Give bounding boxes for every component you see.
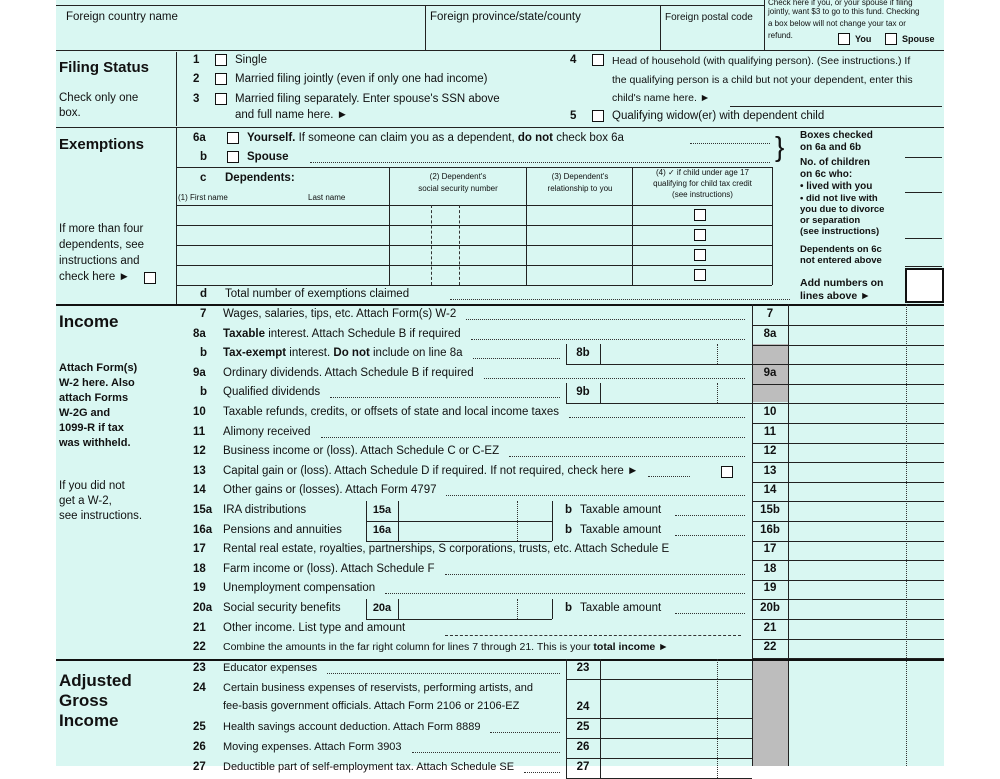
line-label: Farm income or (loss). Attach Schedule F [223, 563, 435, 575]
shaded-cell [753, 383, 788, 402]
small-box-label: 20a [372, 602, 392, 614]
entry-line[interactable] [905, 266, 942, 267]
more-dependents-note: If more than four [59, 223, 144, 235]
line-number: 13 [193, 465, 206, 477]
amount-box-label: 8a [763, 328, 777, 340]
agi-title: Income [59, 711, 119, 730]
presidential-text: jointly, want $3 to go to this fund. Checking [768, 7, 920, 16]
child-tax-credit-checkbox[interactable] [694, 209, 706, 221]
exemptions-summary: Add numbers on [800, 277, 884, 289]
no-w2-note: get a W-2, [59, 495, 112, 507]
dependent-row[interactable] [176, 265, 772, 266]
presidential-text: Check here if you, or your spouse if filing [768, 0, 913, 7]
rule [398, 501, 399, 521]
shaded-cell [753, 659, 788, 766]
foreign-country-label: Foreign country name [66, 11, 178, 23]
amount-box-label: 14 [763, 484, 777, 496]
line-label: Taxable refunds, credits, or offsets of state and local income taxes [223, 406, 560, 418]
attach-note: Attach Form(s) [59, 362, 138, 374]
line-number: 22 [193, 641, 206, 653]
leader-dots [675, 515, 745, 516]
line-label: IRA distributions [223, 504, 307, 516]
leader-dots [471, 339, 745, 340]
dependent-row[interactable] [176, 245, 772, 246]
exemptions-summary: not entered above [800, 255, 882, 266]
amount-field[interactable] [788, 521, 944, 522]
line-label: Combine the amounts in the far right column for lines 7 through 21. This is your total income ► [223, 641, 669, 653]
amount-box-label: 10 [763, 406, 777, 418]
amount-box-label: 19 [763, 582, 777, 594]
rule [552, 599, 553, 619]
dependents-label: Dependents: [225, 172, 295, 184]
line-number: 27 [193, 761, 206, 773]
rule [566, 758, 567, 778]
rule [600, 383, 601, 403]
amount-field[interactable] [788, 541, 944, 542]
head-of-household-label-3: child's name here. ► [612, 92, 711, 104]
married-separately-checkbox[interactable] [215, 93, 227, 105]
line-label: Other gains or (losses). Attach Form 4797 [223, 484, 437, 496]
rule [366, 521, 367, 541]
rule [517, 521, 518, 541]
col1-header: (1) First name [178, 193, 228, 202]
rule [366, 599, 367, 619]
small-amount-field[interactable] [366, 521, 552, 522]
line-label: fee-basis government officials. Attach Form 2106 or 2106-EZ [223, 700, 520, 712]
line-number: 10 [193, 406, 206, 418]
head-of-household-checkbox[interactable] [592, 54, 604, 66]
line-number: 4 [570, 54, 577, 66]
line-label: Tax-exempt interest. Do not include on line 8a [223, 347, 463, 359]
leader-dots [569, 417, 745, 418]
col3-header-2: relationship to you [547, 184, 613, 193]
amount-field[interactable] [788, 599, 944, 600]
leader-dots [310, 162, 770, 163]
child-tax-credit-checkbox[interactable] [694, 229, 706, 241]
rule [566, 679, 567, 718]
line-number: 26 [193, 741, 206, 753]
rule [425, 5, 426, 50]
capital-gain-checkbox[interactable] [721, 466, 733, 478]
agi-title: Gross [59, 691, 109, 710]
amount-field[interactable] [788, 364, 944, 365]
line-number: 15a [193, 504, 213, 516]
rule [56, 659, 944, 661]
entry-line[interactable] [905, 238, 942, 239]
spouse-exemption-label: Spouse [247, 151, 289, 163]
rule [600, 718, 601, 738]
amount-box-label: 12 [763, 445, 777, 457]
line-label: Qualified dividends [223, 386, 321, 398]
col4-header-2: qualifying for child tax credit [653, 179, 752, 188]
attach-note: attach Forms [59, 392, 129, 404]
rule [717, 738, 718, 758]
line-number: 11 [193, 426, 206, 438]
rule [56, 50, 944, 51]
rule [600, 679, 601, 718]
amount-field[interactable] [788, 560, 944, 561]
exemptions-summary: on 6c who: [800, 169, 853, 180]
line-number: c [200, 172, 207, 184]
more-dependents-note: instructions and [59, 255, 140, 267]
col2-header-2: social security number [418, 184, 498, 193]
inner-amount-field[interactable] [566, 403, 752, 404]
leader-dots [675, 535, 745, 536]
amount-field[interactable] [566, 718, 752, 719]
amount-box-label: 17 [763, 543, 777, 555]
amount-field[interactable] [788, 501, 944, 502]
leader-dots [412, 752, 560, 753]
amount-field[interactable] [788, 423, 944, 424]
line-label: Alimony received [223, 426, 311, 438]
rule [56, 127, 944, 128]
rule [176, 128, 177, 304]
line-number: d [200, 288, 208, 300]
rule [566, 383, 567, 403]
rule [526, 167, 527, 285]
rule [517, 501, 518, 521]
line-number: 6a [193, 132, 206, 144]
line-label: Unemployment compensation [223, 582, 376, 594]
amount-field[interactable] [788, 325, 944, 326]
amount-field[interactable] [566, 758, 752, 759]
child-name-field[interactable] [730, 106, 942, 107]
dependent-row[interactable] [176, 285, 772, 286]
attach-note: W-2G and [59, 407, 111, 419]
more-dependents-checkbox[interactable] [144, 272, 156, 284]
line-number: b [200, 347, 208, 359]
presidential-text: refund. [768, 31, 793, 40]
exemptions-title: Exemptions [59, 136, 145, 153]
leader-dots [490, 732, 560, 733]
leader-dots [321, 437, 745, 438]
col1-lastname: Last name [308, 193, 346, 202]
amount-box-label: 9a [763, 367, 777, 379]
amount-field[interactable] [788, 462, 944, 463]
child-tax-credit-checkbox[interactable] [694, 249, 706, 261]
entry-line[interactable] [905, 157, 942, 158]
amount-field[interactable] [788, 639, 944, 640]
amount-box-label: 20b [760, 602, 780, 614]
filing-instruction: box. [59, 107, 81, 119]
married-separately-label: Married filing separately. Enter spouse's SSN above [235, 93, 500, 105]
exemptions-summary: • did not live with [800, 193, 878, 204]
inner-box-label: 26 [576, 741, 590, 753]
leader-dots [648, 476, 690, 477]
amount-box-label: 18 [763, 563, 777, 575]
amount-box-label: 15b [760, 504, 780, 516]
amount-box-label: 21 [763, 622, 777, 634]
yourself-checkbox[interactable] [227, 132, 239, 144]
filing-instruction: Check only one [59, 92, 139, 104]
line-number: 8a [193, 328, 206, 340]
rule [717, 718, 718, 738]
leader-dots [327, 673, 560, 674]
amount-box-label: 16b [760, 524, 780, 536]
line-number: 21 [193, 622, 206, 634]
presidential-text: a box below will not change your tax or [768, 19, 906, 28]
amount-box-label: 7 [766, 308, 774, 320]
rule [176, 52, 177, 126]
inner-box-label: 9b [576, 386, 590, 398]
line-label: Ordinary dividends. Attach Schedule B if required [223, 367, 474, 379]
attach-note: W-2 here. Also [59, 377, 135, 389]
inner-box-label: 23 [576, 662, 590, 674]
small-box-label: 16a [372, 524, 392, 536]
dependent-row[interactable] [176, 225, 772, 226]
leader-dots [524, 772, 560, 773]
amount-box-label: 11 [763, 426, 777, 438]
line-number: 17 [193, 543, 206, 555]
exemptions-summary: on 6a and 6b [800, 142, 862, 153]
amount-field[interactable] [566, 679, 752, 680]
small-amount-field[interactable] [366, 619, 552, 620]
amount-field[interactable] [788, 580, 944, 581]
amount-field[interactable] [566, 738, 752, 739]
line-number: 20a [193, 602, 213, 614]
rule [56, 5, 764, 6]
leader-dots [690, 143, 770, 144]
leader-dots [675, 613, 745, 614]
attach-note: was withheld. [59, 437, 131, 449]
rule [566, 659, 567, 679]
rule [906, 304, 907, 766]
line-label: Business income or (loss). Attach Schedule C or C-EZ [223, 445, 500, 457]
rule [566, 344, 567, 364]
exemptions-summary: • lived with you [800, 181, 873, 192]
spouse-checkbox[interactable] [885, 33, 897, 45]
rule [398, 599, 399, 619]
rule [56, 304, 944, 306]
rule [176, 205, 772, 206]
child-tax-credit-checkbox[interactable] [694, 269, 706, 281]
inner-amount-field[interactable] [566, 364, 752, 365]
leader-dots [509, 456, 745, 457]
line-label: Deductible part of self-employment tax. Attach Schedule SE [223, 761, 515, 773]
spouse-label: Spouse [902, 34, 935, 44]
exemptions-summary: lines above ► [800, 290, 871, 302]
rule [398, 521, 399, 541]
rule [600, 758, 601, 778]
line-number: 24 [193, 682, 206, 694]
line-label: Educator expenses [223, 662, 318, 674]
line-number: 5 [570, 110, 577, 122]
single-label: Single [235, 54, 267, 66]
rule [552, 521, 553, 541]
exemptions-summary: (see instructions) [800, 226, 880, 237]
exemptions-summary: No. of children [800, 157, 870, 168]
line-label: Capital gain or (loss). Attach Schedule D if required. If not required, check here ► [223, 465, 639, 477]
line-number: 18 [193, 563, 206, 575]
exemptions-summary: you due to divorce [800, 204, 885, 215]
rule [517, 599, 518, 619]
inner-box-label: 24 [576, 701, 590, 713]
taxable-amount-label: Taxable amount [580, 504, 662, 516]
total-exemptions-label: Total number of exemptions claimed [225, 288, 410, 300]
line-number: 7 [200, 308, 207, 320]
filing-status-title: Filing Status [59, 59, 149, 76]
more-dependents-note: dependents, see [59, 239, 145, 251]
ssn-separator [459, 205, 460, 285]
inner-box-label: 8b [576, 347, 590, 359]
col4-header: (4) ✓ if child under age 17 [656, 168, 749, 177]
entry-line[interactable] [905, 192, 942, 193]
line-number: 2 [193, 73, 200, 85]
line-number: 16a [193, 524, 213, 536]
line-number: b [200, 386, 208, 398]
line-number: 14 [193, 484, 206, 496]
ssn-separator [431, 205, 432, 285]
line-label: Pensions and annuities [223, 524, 342, 536]
rule [566, 718, 567, 738]
attach-note: 1099-R if tax [59, 422, 124, 434]
rule [632, 167, 633, 285]
married-jointly-label: Married filing jointly (even if only one had income) [235, 73, 488, 85]
married-separately-label-2: and full name here. ► [235, 109, 349, 121]
rule [600, 344, 601, 364]
leader-dots [385, 593, 745, 594]
leader-dots [484, 378, 745, 379]
leader-dots [446, 495, 745, 496]
rule [764, 0, 765, 50]
head-of-household-label: Head of household (with qualifying person). (See instructions.) If [612, 55, 911, 67]
amount-field[interactable] [788, 619, 944, 620]
leader-dots [445, 574, 745, 575]
foreign-province-label: Foreign province/state/county [430, 11, 581, 23]
amount-field[interactable] [788, 443, 944, 444]
yourself-label: Yourself. If someone can claim you as a dependent, do not check box 6a [247, 132, 624, 144]
rule [772, 167, 773, 285]
line-number: 25 [193, 721, 206, 733]
no-w2-note: see instructions. [59, 510, 143, 522]
inner-box-label: 25 [576, 721, 590, 733]
line-number: 23 [193, 662, 206, 674]
amount-field[interactable] [788, 403, 944, 404]
foreign-postal-label: Foreign postal code [665, 12, 753, 23]
no-w2-note: If you did not [59, 480, 125, 492]
small-box-label: 15a [372, 504, 392, 516]
head-of-household-label-2: the qualifying person is a child but not your dependent, enter this [612, 74, 913, 86]
exemptions-summary: Dependents on 6c [800, 244, 882, 255]
leader-dots [330, 397, 560, 398]
leader-dots [466, 319, 745, 320]
income-title: Income [59, 312, 119, 331]
qualifying-widow-checkbox[interactable] [592, 110, 604, 122]
rule [717, 659, 718, 679]
you-label: You [855, 34, 872, 44]
small-amount-field[interactable] [366, 541, 552, 542]
amount-box-label: 13 [763, 465, 777, 477]
line-label: Other income. List type and amount [223, 622, 406, 634]
line-number: 1 [193, 54, 200, 66]
line-label: Certain business expenses of reservists, performing artists, and [223, 682, 533, 694]
leader-dots [450, 299, 790, 300]
rule [717, 383, 718, 403]
qualifying-widow-label: Qualifying widow(er) with dependent child [612, 110, 825, 122]
line-number: b [200, 151, 208, 163]
single-checkbox[interactable] [215, 54, 227, 66]
line-label: Rental real estate, royalties, partnerships, S corporations, trusts, etc. Attach Schedule E [223, 543, 670, 555]
exemptions-summary: or separation [800, 215, 861, 226]
you-checkbox[interactable] [838, 33, 850, 45]
agi-title: Adjusted [59, 671, 132, 690]
rule [552, 501, 553, 521]
line-label: Moving expenses. Attach Form 3903 [223, 741, 402, 753]
col2-header: (2) Dependent's [429, 172, 487, 181]
rule [600, 659, 601, 679]
rule [366, 501, 367, 521]
line-label: Wages, salaries, tips, etc. Attach Form(s) W-2 [223, 308, 457, 320]
brace: } [775, 131, 785, 162]
inner-box-label: 27 [576, 761, 590, 773]
rule [717, 758, 718, 778]
line-number: b [565, 524, 573, 536]
taxable-amount-label: Taxable amount [580, 524, 662, 536]
more-dependents-note: check here ► [59, 271, 130, 283]
rule [600, 738, 601, 758]
rule [389, 167, 390, 285]
line-number: 9a [193, 367, 206, 379]
rule [788, 304, 789, 766]
amount-field[interactable] [788, 345, 944, 346]
amount-box-label: 22 [763, 641, 777, 653]
col4-header-3: (see instructions) [672, 190, 733, 199]
spouse-exemption-checkbox[interactable] [227, 151, 239, 163]
other-income-field[interactable] [445, 635, 741, 636]
line-label: Taxable interest. Attach Schedule B if required [223, 328, 461, 340]
exemptions-summary: Boxes checked [800, 130, 873, 141]
line-number: b [565, 504, 573, 516]
amount-field[interactable] [788, 482, 944, 483]
leader-dots [473, 358, 560, 359]
rule [717, 679, 718, 718]
married-jointly-checkbox[interactable] [215, 73, 227, 85]
line-number: 19 [193, 582, 206, 594]
rule [566, 738, 567, 758]
line-label: Health savings account deduction. Attach Form 8889 [223, 721, 481, 733]
rule [717, 344, 718, 364]
line-number: b [565, 602, 573, 614]
line-number: 12 [193, 445, 206, 457]
rule [660, 5, 661, 50]
taxable-amount-label: Taxable amount [580, 602, 662, 614]
amount-field[interactable] [788, 384, 944, 385]
line-number: 3 [193, 93, 200, 105]
total-exemptions-box[interactable] [905, 268, 944, 303]
line-label: Social security benefits [223, 602, 341, 614]
col3-header: (3) Dependent's [551, 172, 609, 181]
